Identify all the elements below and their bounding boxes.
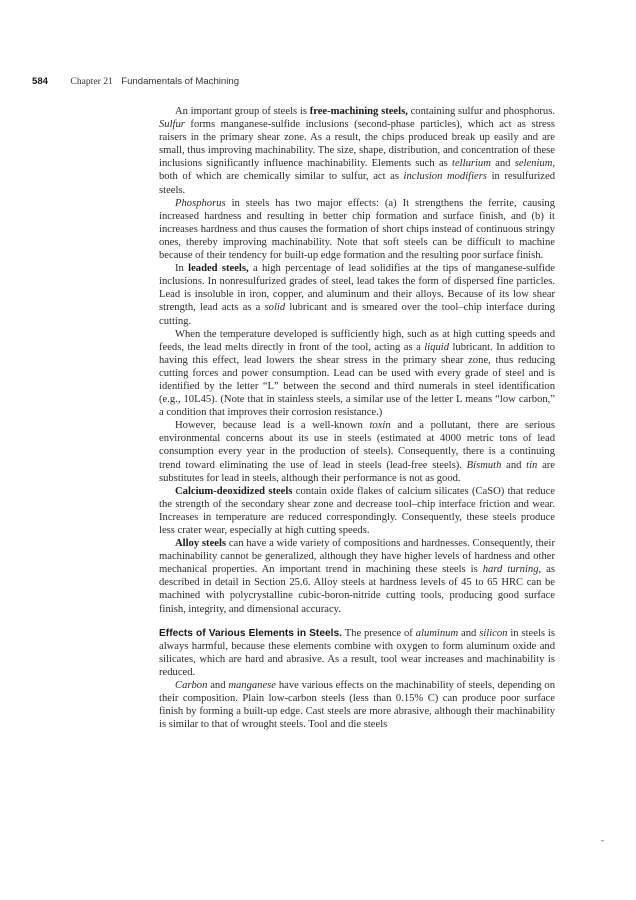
italic-term: aluminum — [415, 627, 459, 639]
text-run: contain oxide flakes of calcium silicates (CaSO) that reduce the strength of the secondary shear zone and decrease tool–chip interface friction and wear. Increases in temperature are reduced correspondingly. Consequently, these steels produce less crater wear, especially at high cutting speeds. — [159, 485, 555, 536]
paragraph-list — [159, 105, 555, 616]
italic-term: manganese — [228, 680, 277, 692]
paragraph — [159, 197, 555, 262]
section-heading: Effects of Various Elements in Steels. — [159, 627, 342, 639]
text-run: lubricant. In addition to having this effect, lead lowers the shear stress in the primary shear zone, thus reducing cutting forces and power consumption. Lead can be used with every grade of steel and is identified by the letter “L” between the second and third numerals in steel identification (e.g., 10L45). (Note that in stainless steels, a similar use of the letter L means “low carbon,” a condition that improves their corrosion resistance.) — [159, 341, 555, 419]
italic-term: hard turning, — [482, 564, 542, 576]
text-run: and a pollutant, there are serious environmental concerns about its use in steels (estimated at 4000 metric tons of lead consumption every year in the production of steels). Consequently, there is a continuing trend toward eliminating the use of lead in steels (lead-free steels). — [159, 420, 555, 471]
text-run: both of which are chemically similar to sulfur, act as — [159, 171, 404, 183]
text-run: in steels is always harmful, because these elements combine with oxygen to form aluminum oxide and silicates, which are hard and abrasive. As a result, tool wear increases and machinability is reduced. — [159, 627, 555, 678]
italic-term: Carbon — [175, 680, 208, 692]
section-paragraph — [159, 627, 555, 679]
italic-term: tellurium — [452, 158, 491, 170]
text-run: in steels has two major effects: (a) It strengthens the ferrite, causing increased hardness and resulting in better chip formation and surface finish, and (b) it increases hardness and thus causes the formation of short chips instead of continuous stringy ones, thereby improving machinability. Note that soft steels can be difficult to machine because of their tendency for built-up edge formation and the resulting poor surface finish. — [159, 197, 555, 262]
text-run: However, because lead is a well-known — [175, 420, 370, 432]
text-run: In — [175, 263, 189, 275]
paragraph — [159, 485, 555, 537]
italic-term: Phosphorus — [175, 197, 226, 209]
section-paragraph-list — [159, 679, 555, 731]
bold-term: leaded steels, — [188, 263, 249, 275]
section-paragraph — [159, 679, 555, 731]
body-text — [159, 105, 555, 731]
text-run: and — [207, 680, 229, 692]
italic-term: solid — [264, 302, 286, 314]
paragraph — [159, 105, 555, 197]
text-run: When the temperature developed is sufficiently high, such as at high cutting speeds and feeds, the lead melts directly in front of the tool, acting as a — [159, 328, 555, 353]
paragraph — [159, 328, 555, 420]
chapter-label: Chapter 21 — [70, 76, 113, 87]
text-run: An important group of steels is — [175, 106, 310, 117]
text-run: forms manganese-sulfide inclusions (second-phase particles), which act as stress raisers in the primary shear zone. As a result, the chips produced break up easily and are small, thus improving machinability. The size, shape, distribution, and concentration of these inclusions significantly influence machinability. Elements such as — [159, 119, 555, 170]
italic-term: tin — [526, 459, 538, 471]
italic-term: Bismuth — [466, 459, 502, 471]
page-header — [32, 76, 592, 88]
text-run: containing sulfur and phosphorus. — [407, 106, 556, 117]
italic-term: silicon — [479, 627, 508, 639]
bold-term: free-machining steels, — [309, 106, 408, 117]
page-number: 584 — [32, 76, 49, 87]
text-run: have various effects on the machinability of steels, depending on their composition. Plain low-carbon steels (less than 0.15% C) can produce poor surface finish by forming a built-up edge. Cast steels are more abrasive, although their machinability is similar to that of wrought steels. Tool and die steels — [159, 680, 555, 731]
italic-term: Sulfur — [159, 119, 185, 131]
text-run: The presence of — [341, 627, 416, 639]
text-run: and — [458, 627, 480, 639]
paragraph — [159, 262, 555, 327]
italic-term: selenium, — [514, 158, 556, 170]
bold-term: Calcium-deoxidized steels — [175, 485, 293, 497]
text-run: can have a wide variety of compositions and hardnesses. Consequently, their machinability cannot be generalized, although they have higher levels of hardness and other mechanical properties. An important trend in machining these steels is — [159, 538, 555, 576]
text-run: as described in detail in Section 25.6. Alloy steels at hardness levels of 45 to 65 HRC can be machined with polycrystalline cubic-boron-nitride cutting tools, producing good surface finish, integrity, and dimensional accuracy. — [159, 564, 555, 615]
text-run: lubricant and is smeared over the tool–chip interface during cutting. — [159, 302, 555, 327]
paragraph — [159, 537, 555, 616]
italic-term: liquid — [424, 341, 449, 353]
text-run: and — [490, 158, 515, 170]
text-run: are substitutes for lead in steels, although their performance is not as good. — [159, 459, 556, 484]
paragraph — [159, 419, 555, 484]
text-run: in resulfurized steels. — [159, 171, 555, 196]
text-run: a high percentage of lead solidifies at the tips of manganese-sulfide inclusions. In nonresulfurized grades of steel, lead takes the form of dispersed fine particles. Lead is insoluble in iron, copper, and aluminum and their alloys. Because of its low shear strength, lead acts as a — [159, 263, 555, 314]
text-run: and — [501, 459, 527, 471]
bold-term: Alloy steels — [175, 538, 227, 550]
italic-term: toxin — [369, 420, 391, 432]
section-effects-of-elements — [159, 627, 555, 732]
italic-term: inclusion modifiers — [403, 171, 487, 183]
footer-mark: - — [601, 835, 604, 845]
chapter-title: Fundamentals of Machining — [121, 76, 240, 87]
